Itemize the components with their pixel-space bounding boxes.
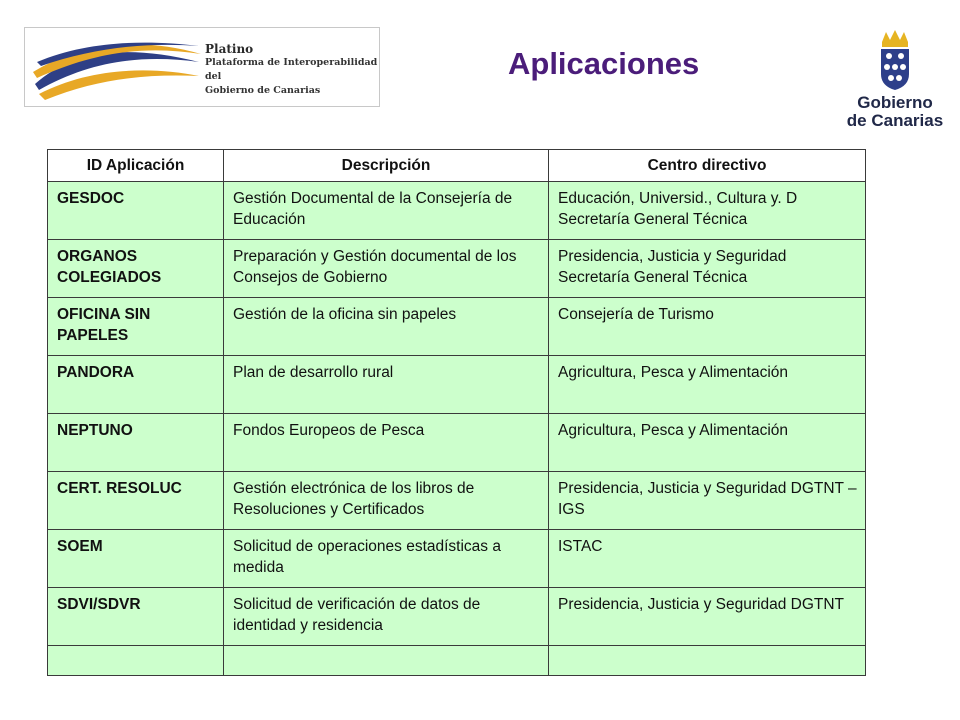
gobierno-logo-text <box>842 94 948 130</box>
cell-id: OFICINA SIN PAPELES <box>48 298 224 356</box>
table-row <box>48 414 866 472</box>
table-row <box>48 240 866 298</box>
platino-swoosh-icon <box>29 32 205 104</box>
cell-id <box>48 646 224 676</box>
cell-centro: Agricultura, Pesca y Alimentación <box>549 414 866 472</box>
cell-descripcion: Solicitud de operaciones estadísticas a medida <box>224 530 549 588</box>
cell-centro: Presidencia, Justicia y Seguridad DGTNT – IGS <box>549 472 866 530</box>
cell-descripcion: Gestión electrónica de los libros de Resoluciones y Certificados <box>224 472 549 530</box>
cell-centro: ISTAC <box>549 530 866 588</box>
cell-centro: Educación, Universid., Cultura y. D Secretaría General Técnica <box>549 182 866 240</box>
cell-id: SDVI/SDVR <box>48 588 224 646</box>
cell-descripcion <box>224 646 549 676</box>
column-header-centro: Centro directivo <box>549 150 866 182</box>
cell-descripcion: Plan de desarrollo rural <box>224 356 549 414</box>
table-row <box>48 356 866 414</box>
column-header-id: ID Aplicación <box>48 150 224 182</box>
table-header-row <box>48 150 866 182</box>
table-row-empty <box>48 646 866 676</box>
logo-brand: Platino <box>205 42 254 56</box>
table-row <box>48 530 866 588</box>
table-row <box>48 182 866 240</box>
cell-centro: Agricultura, Pesca y Alimentación <box>549 356 866 414</box>
cell-descripcion: Fondos Europeos de Pesca <box>224 414 549 472</box>
table-row <box>48 298 866 356</box>
applications-table <box>47 149 866 676</box>
column-header-descripcion: Descripción <box>224 150 549 182</box>
cell-descripcion: Preparación y Gestión documental de los Consejos de Gobierno <box>224 240 549 298</box>
gobierno-line-1: Gobierno <box>857 93 933 112</box>
cell-id: CERT. RESOLUC <box>48 472 224 530</box>
cell-id: PANDORA <box>48 356 224 414</box>
cell-centro: Presidencia, Justicia y Seguridad Secretaría General Técnica <box>549 240 866 298</box>
cell-id: NEPTUNO <box>48 414 224 472</box>
platino-logo-text <box>205 42 379 98</box>
cell-descripcion: Gestión de la oficina sin papeles <box>224 298 549 356</box>
page-title: Aplicaciones <box>508 46 700 81</box>
logo-line-1: Plataforma de Interoperabilidad del <box>205 57 378 82</box>
cell-descripcion: Solicitud de verificación de datos de identidad y residencia <box>224 588 549 646</box>
table-row <box>48 588 866 646</box>
cell-id: SOEM <box>48 530 224 588</box>
cell-id: GESDOC <box>48 182 224 240</box>
cell-centro <box>549 646 866 676</box>
table-row <box>48 472 866 530</box>
cell-descripcion: Gestión Documental de la Consejería de Educación <box>224 182 549 240</box>
cell-centro: Presidencia, Justicia y Seguridad DGTNT <box>549 588 866 646</box>
gobierno-line-2: de Canarias <box>846 111 944 130</box>
cell-centro: Consejería de Turismo <box>549 298 866 356</box>
logo-line-2: Gobierno de Canarias <box>205 85 321 96</box>
cell-id: ORGANOS COLEGIADOS <box>48 240 224 298</box>
platino-logo <box>24 27 380 107</box>
